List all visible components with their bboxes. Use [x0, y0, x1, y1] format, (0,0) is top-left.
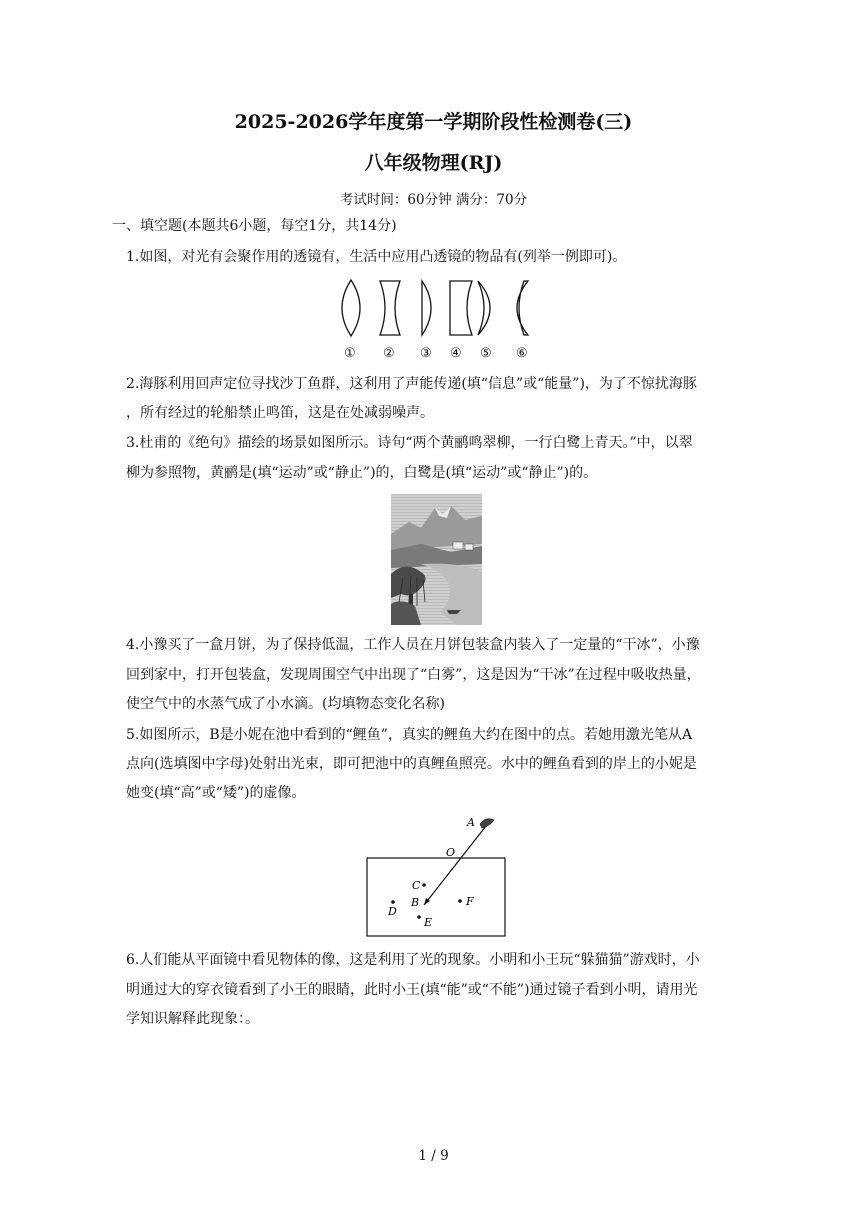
exam-title: 2025-2026学年度第一学期阶段性检测卷(三): [234, 111, 633, 133]
label-o: O: [446, 846, 456, 859]
point-e: [417, 915, 421, 919]
plano-convex-lens: [422, 281, 431, 335]
meniscus-convex-lens: [478, 281, 490, 335]
question-4-line-2: 回到家中，打开包装盒，发现周围空气中出现了“白雾”，这是因为“干冰”在过程中吸收热量，: [126, 667, 701, 683]
question-5-line-1: 5.如图所示，B是小妮在池中看到的“鲤鱼”，真实的鲤鱼大约在图中的点。若她用激光笔从A: [126, 727, 693, 743]
section-heading: 一、填空题(本题共6小题，每空1分，共14分): [112, 218, 397, 234]
question-4-line-3: 使空气中的水蒸气成了小水滴。(均填物态变化名称): [126, 696, 445, 712]
question-6-line-1: 6.人们能从平面镜中看见物体的像，这是利用了光的现象。小明和小王玩“躲猫猫”游戏时，小: [126, 952, 700, 968]
landscape-illustration: [391, 494, 482, 625]
question-6-line-3: 学知识解释此现象：。: [126, 1011, 259, 1027]
question-5-line-3: 她变(填“高”或“矮”)的虚像。: [126, 785, 306, 801]
question-1-text: 1.如图，对光有会聚作用的透镜有，生活中应用凸透镜的物品有(列举一例即可)。: [126, 249, 627, 265]
question-6-line-2: 明通过大的穿衣镜看到了小王的眼睛，此时小王(填“能”或“不能”)通过镜子看到小明，请用光: [126, 982, 698, 998]
light-ray: [424, 826, 486, 905]
meniscus-concave-lens: [517, 281, 528, 335]
question-3-line-2: 柳为参照物，黄鹂是(填“运动”或“静止”)的，白鹭是(填“运动”或“静止”)的。: [126, 465, 598, 481]
lens-label-3: ③: [420, 346, 432, 361]
lens-figure: [330, 272, 540, 367]
point-d: [391, 900, 395, 904]
question-2-line-2: ，所有经过的轮船禁止鸣笛，这是在处减弱噪声。: [126, 405, 434, 421]
label-a: A: [467, 816, 475, 829]
pond-outline: [367, 858, 505, 936]
lens-label-4: ④: [450, 346, 462, 361]
lens-label-5: ⑤: [480, 346, 492, 361]
lens-label-6: ⑥: [516, 346, 528, 361]
plano-concave-lens: [450, 281, 472, 335]
label-d: D: [388, 905, 397, 918]
label-e: E: [424, 916, 433, 929]
exam-info: 考试时间：60分钟 满分：70分: [339, 192, 528, 208]
question-2-line-1: 2.海豚利用回声定位寻找沙丁鱼群，这利用了声能传递(填“信息”或“能量”)，为了不惊扰海豚: [126, 376, 697, 392]
pond-figure: [362, 812, 512, 940]
question-3-line-1: 3.杜甫的《绝句》描绘的场景如图所示。诗句“两个黄鹂鸣翠柳，一行白鹭上青天。”中，以翠: [126, 435, 693, 451]
label-c: C: [412, 879, 421, 892]
label-f: F: [466, 895, 474, 908]
biconcave-lens: [380, 281, 400, 335]
eye-icon: [480, 819, 494, 828]
question-4-line-1: 4.小豫买了一盒月饼，为了保持低温，工作人员在月饼包装盒内装入了一定量的“干冰”，小豫: [126, 637, 700, 653]
lens-label-1: ①: [344, 346, 356, 361]
label-b: B: [411, 896, 420, 909]
point-c: [422, 883, 426, 887]
lens-label-2: ②: [383, 346, 395, 361]
subject-title: 八年级物理(RJ): [364, 152, 503, 174]
question-5-line-2: 点向(选填图中字母)处射出光束，即可把池中的真鲤鱼照亮。水中的鲤鱼看到的岸上的小妮是: [126, 756, 697, 772]
point-f: [458, 899, 462, 903]
page-number: 1 / 9: [418, 1148, 449, 1164]
biconvex-lens: [342, 280, 360, 336]
